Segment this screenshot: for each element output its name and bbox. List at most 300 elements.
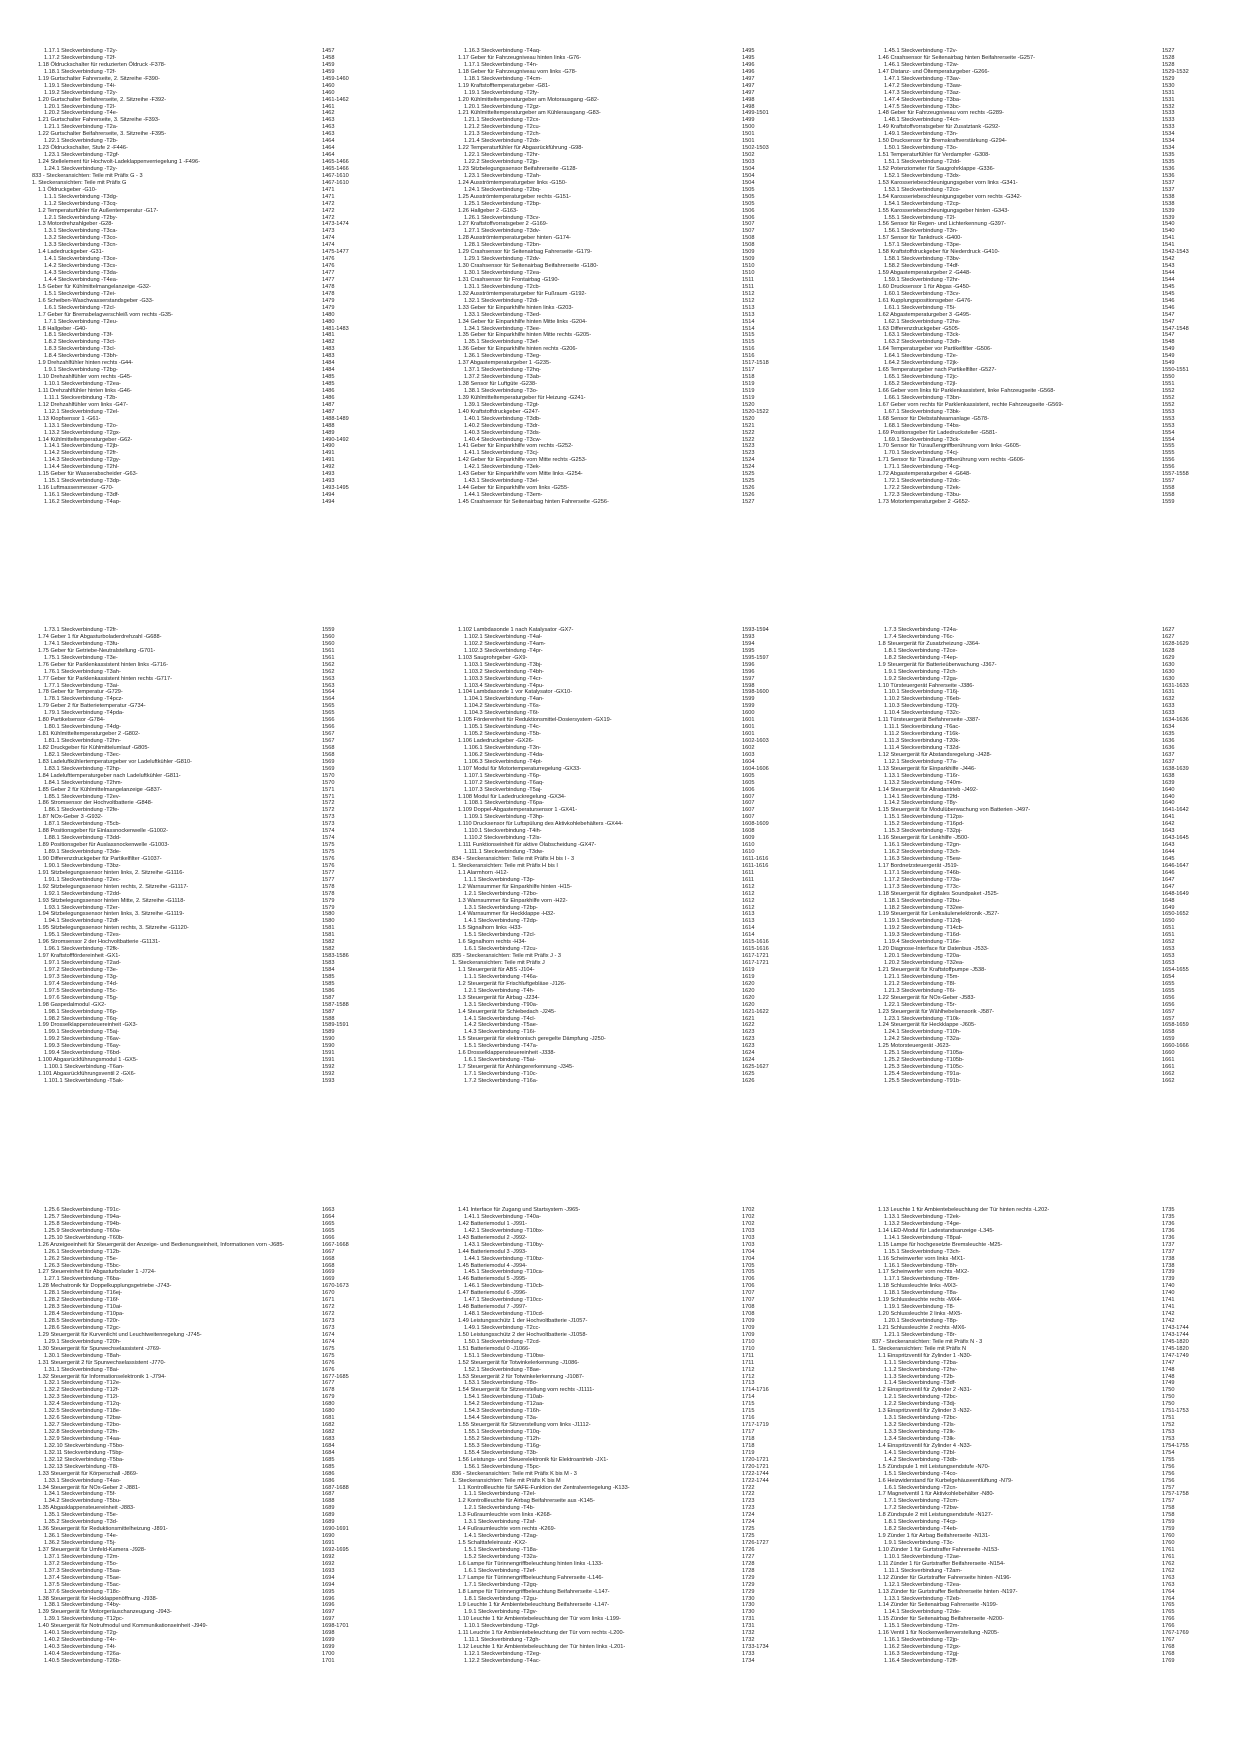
entry-label: 1.74.1 Steckverbindung -T3fu- xyxy=(44,640,120,647)
index-entry xyxy=(32,312,362,319)
index-entry xyxy=(452,1207,782,1214)
entry-page-number: 1729 xyxy=(742,1581,755,1588)
entry-page-number: 1751-1753 xyxy=(1162,1408,1189,1415)
index-entry xyxy=(872,780,1202,787)
index-entry xyxy=(872,471,1202,478)
index-entry xyxy=(452,662,782,669)
entry-label: 1.47.2 Steckverbindung -T3aw- xyxy=(884,82,962,89)
index-entry xyxy=(452,1443,782,1450)
index-entry xyxy=(872,821,1202,828)
entry-label: 1.70.1 Steckverbindung -T4cj- xyxy=(884,450,959,457)
index-entry xyxy=(872,235,1202,242)
entry-page-number: 1579 xyxy=(322,897,335,904)
entry-page-number: 1545 xyxy=(1162,283,1175,290)
index-entry xyxy=(32,194,362,201)
index-entry xyxy=(32,374,362,381)
entry-page-number: 1675 xyxy=(322,1352,335,1359)
index-entry xyxy=(872,898,1202,905)
entry-page-number: 1667 xyxy=(322,1248,335,1255)
entry-label: 1.15 Zünder für Seitenairbag Beifahrerseite -N200- xyxy=(878,1616,1004,1623)
entry-label: 1.14.3 Steckverbindung -T2gy- xyxy=(44,457,121,464)
entry-page-number: 1461-1462 xyxy=(322,96,349,103)
index-entry xyxy=(872,696,1202,703)
entry-label: 1.16 Scheinwerfer vorn links -MX1- xyxy=(878,1255,966,1262)
index-entry xyxy=(32,1022,362,1029)
entry-label: 1.31 Steuergerät 2 für Spurwechselassistent -J770- xyxy=(38,1359,166,1366)
entry-label: 1.39.1 Steckverbindung -T2gt- xyxy=(464,401,540,408)
entry-label: 1.11 Zünder 1 für Gurtstraffer Beifahrerseite -N154- xyxy=(878,1560,1005,1567)
entry-page-number: 1656 xyxy=(1162,1001,1175,1008)
entry-page-number: 1576 xyxy=(322,862,335,869)
entry-page-number: 1765 xyxy=(1162,1609,1175,1616)
entry-page-number: 1604-1606 xyxy=(742,765,769,772)
entry-label: 1.55.3 Steckverbindung -T16g- xyxy=(464,1442,541,1449)
entry-page-number: 1497 xyxy=(742,89,755,96)
entry-label: 1.40.2 Steckverbindung -T4r- xyxy=(44,1637,117,1644)
entry-page-number: 1684 xyxy=(322,1449,335,1456)
entry-page-number: 1749 xyxy=(1162,1380,1175,1387)
entry-label: 1.72.1 Steckverbindung -T2dc- xyxy=(884,478,961,485)
entry-page-number: 1646 xyxy=(1162,869,1175,876)
entry-label: 1.6 Drosselklappensteuereinheit -J338- xyxy=(458,1050,556,1057)
entry-page-number: 1591 xyxy=(322,1057,335,1064)
index-entry xyxy=(32,766,362,773)
entry-label: 1.38 Steuergerät für Heckklappenöffnung -J938- xyxy=(38,1595,158,1602)
index-entry xyxy=(452,1609,782,1616)
index-entry xyxy=(872,1269,1202,1276)
index-entry xyxy=(32,187,362,194)
entry-label: 1.18 Schlussleuchte links -MX3- xyxy=(878,1283,958,1290)
entry-page-number: 1495 xyxy=(742,54,755,61)
entry-label: 1.32.4 Steckverbindung -T12q- xyxy=(44,1401,121,1408)
entry-label: 1.60.1 Steckverbindung -T3cv- xyxy=(884,290,961,297)
entry-page-number: 1654-1655 xyxy=(1162,966,1189,973)
index-entry xyxy=(32,124,362,131)
index-entry xyxy=(872,648,1202,655)
index-entry xyxy=(32,395,362,402)
entry-label: 1.45 Batteriemodul 4 -J994- xyxy=(458,1262,528,1269)
entry-page-number: 1483 xyxy=(322,346,335,353)
index-entry xyxy=(32,1464,362,1471)
entry-page-number: 1650 xyxy=(1162,918,1175,925)
entry-page-number: 1637 xyxy=(1162,758,1175,765)
entry-page-number: 1534 xyxy=(1162,131,1175,138)
index-entry xyxy=(32,1505,362,1512)
entry-page-number: 1545 xyxy=(1162,290,1175,297)
entry-label: 1.90.1 Steckverbindung -T3bz- xyxy=(44,862,121,869)
entry-page-number: 1504 xyxy=(742,165,755,172)
entry-label: 1.69.1 Steckverbindung -T3ck- xyxy=(884,436,961,443)
index-entry xyxy=(872,877,1202,884)
index-entry xyxy=(872,1644,1202,1651)
entry-page-number: 1480 xyxy=(322,318,335,325)
index-entry xyxy=(452,710,782,717)
entry-page-number: 1501 xyxy=(742,131,755,138)
entry-page-number: 1495 xyxy=(742,48,755,54)
index-entry xyxy=(32,1367,362,1374)
entry-label: 1.4 Steuergerät für Schiebedach -J245- xyxy=(458,1008,556,1015)
index-entry xyxy=(872,1353,1202,1360)
entry-page-number: 1766 xyxy=(1162,1623,1175,1630)
entry-page-number: 1471 xyxy=(322,186,335,193)
entry-label: 1.8 Lampe für Türinnengriffbeleuchtung Beifahrerseite -L147- xyxy=(458,1588,610,1595)
entry-label: 1.37 Steuergerät für Umfeld-Kamera -J928- xyxy=(38,1546,146,1553)
entry-page-number: 1766 xyxy=(1162,1616,1175,1623)
index-entry xyxy=(452,1304,782,1311)
entry-label: 1.20 Gurtschalter Beifahrerseite, 2. Sitzreihe -F392- xyxy=(38,96,167,103)
entry-page-number: 1546 xyxy=(1162,304,1175,311)
entry-label: 1.6 Heizwiderstand für Kurbelgehäuseentlüftung -N79- xyxy=(878,1477,1013,1484)
entry-label: 1.13 Zünder für Gurtstraffer Beifahrerseite hinten -N197- xyxy=(878,1588,1018,1595)
index-entry xyxy=(452,360,782,367)
index-entry xyxy=(452,1394,782,1401)
entry-label: 1.22 Temperaturfühler für Abgasrückführung -G98- xyxy=(458,145,584,152)
entry-page-number: 1656 xyxy=(1162,994,1175,1001)
entry-page-number: 1458 xyxy=(322,54,335,61)
entry-page-number: 1714 xyxy=(742,1394,755,1401)
entry-page-number: 1665 xyxy=(322,1220,335,1227)
entry-page-number: 1663 xyxy=(322,1207,335,1213)
entry-label: 1.19 Steuergerät für Lenksäulenelektronik -J527- xyxy=(878,911,1000,918)
index-entry xyxy=(32,1457,362,1464)
entry-label: 1.54 Steuergerät für Sitzverstellung vorn rechts -J1111- xyxy=(458,1387,595,1394)
index-entry xyxy=(872,1422,1202,1429)
entry-label: 1.10 Türsteuergerät Fahrerseite -J386- xyxy=(878,682,975,689)
entry-page-number: 1620 xyxy=(742,987,755,994)
entry-label: 1.16.2 Steckverbindung -T2gx- xyxy=(884,1644,961,1651)
entry-page-number: 1715 xyxy=(742,1408,755,1415)
index-entry xyxy=(872,1029,1202,1036)
entry-label: 1.110.1 Steckverbindung -T4ih- xyxy=(464,828,542,835)
index-entry xyxy=(452,291,782,298)
index-entry xyxy=(452,669,782,676)
entry-page-number: 1509 xyxy=(742,256,755,263)
entry-label: 1.70 Sensor für Türaußengriffberührung vorn links -G605- xyxy=(878,443,1021,450)
entry-page-number: 1667-1668 xyxy=(322,1241,349,1248)
entry-label: 1.13.1 Steckverbindung -T2ek- xyxy=(884,1213,961,1220)
index-entry xyxy=(32,104,362,111)
entry-page-number: 1577 xyxy=(322,876,335,883)
entry-page-number: 1491 xyxy=(322,457,335,464)
entry-page-number: 1508 xyxy=(742,235,755,242)
entry-page-number: 1550 xyxy=(1162,374,1175,381)
entry-label: 1.46.1 Steckverbindung -T10cb- xyxy=(464,1283,544,1290)
entry-label: 1.32.3 Steckverbindung -T12l- xyxy=(44,1394,119,1401)
entry-page-number: 1499-1501 xyxy=(742,110,769,117)
entry-page-number: 1553 xyxy=(1162,408,1175,415)
entry-label: 1.78.1 Steckverbindung -T4pcz- xyxy=(44,696,124,703)
entry-page-number: 1474 xyxy=(322,242,335,249)
entry-label: 1.101 Abgasrückführungsventil 2 -GX6- xyxy=(38,1071,136,1077)
entry-page-number: 1554 xyxy=(1162,429,1175,436)
index-entry xyxy=(872,676,1202,683)
index-entry xyxy=(872,228,1202,235)
index-entry xyxy=(452,1401,782,1408)
entry-page-number: 1688 xyxy=(322,1498,335,1505)
index-entry xyxy=(452,1029,782,1036)
entry-label: 836 - Steckeransichten: Teile mit Präfix K bis M - 3 xyxy=(452,1470,577,1477)
entry-label: 1.21.1 Steckverbindung -T5m- xyxy=(884,973,960,980)
entry-page-number: 1750 xyxy=(1162,1387,1175,1394)
index-entry xyxy=(452,194,782,201)
entry-page-number: 1704 xyxy=(742,1248,755,1255)
index-entry xyxy=(452,967,782,974)
index-entry xyxy=(452,717,782,724)
index-entry xyxy=(32,1276,362,1283)
entry-label: 1.10 Drehzahlfühler vorn rechts -G45- xyxy=(38,374,132,381)
entry-page-number: 1692 xyxy=(322,1553,335,1560)
entry-page-number: 1691 xyxy=(322,1540,335,1546)
entry-page-number: 1727 xyxy=(742,1553,755,1560)
entry-label: 1.50 Drucksensor für Bremskraftverstärkung -G294- xyxy=(878,138,1007,145)
index-entry xyxy=(452,83,782,90)
entry-page-number: 1590 xyxy=(322,1036,335,1043)
index-entry xyxy=(452,807,782,814)
entry-label: 1.64.1 Steckverbindung -T2e- xyxy=(884,353,958,360)
index-entry xyxy=(872,1071,1202,1078)
index-entry xyxy=(872,1485,1202,1492)
entry-label: 1.65 Temperaturgeber nach Partikelfilter -G527- xyxy=(878,367,997,374)
entry-label: 1.47.5 Steckverbindung -T3bc- xyxy=(884,103,961,110)
entry-page-number: 1756 xyxy=(1162,1470,1175,1477)
entry-page-number: 1534 xyxy=(1162,138,1175,145)
entry-page-number: 1514 xyxy=(742,318,755,325)
entry-label: 1.6.1 Steckverbindung -T2ef- xyxy=(464,1567,537,1574)
entry-label: 1.41 Geber für Einparkhilfe vorn rechts -G252- xyxy=(458,443,574,450)
index-entry xyxy=(872,97,1202,104)
index-entry xyxy=(872,1346,1202,1353)
entry-label: 1.7 Lampe für Türinnengriffbeleuchtung Fahrerseite -L146- xyxy=(458,1574,604,1581)
entry-page-number: 1477 xyxy=(322,276,335,283)
index-entry xyxy=(452,787,782,794)
entry-page-number: 1674 xyxy=(322,1331,335,1338)
entry-label: 1.63.2 Steckverbindung -T3dh- xyxy=(884,339,961,346)
entry-label: 1.23.1 Steckverbindung -T10k- xyxy=(884,1015,961,1022)
entry-page-number: 1736 xyxy=(1162,1227,1175,1234)
entry-page-number: 1572 xyxy=(322,800,335,807)
index-entry xyxy=(872,1394,1202,1401)
entry-label: 1.4 Warnsummer für Heckklappe -H32- xyxy=(458,911,556,918)
entry-page-number: 1491 xyxy=(322,450,335,457)
index-entry xyxy=(872,1512,1202,1519)
index-entry xyxy=(872,988,1202,995)
entry-label: 1.21.1 Steckverbindung -T8r- xyxy=(884,1331,957,1338)
entry-page-number: 1612 xyxy=(742,883,755,890)
entry-page-number: 1513 xyxy=(742,304,755,311)
entry-page-number: 1589-1591 xyxy=(322,1022,349,1029)
entry-page-number: 1660 xyxy=(1162,1050,1175,1057)
entry-page-number: 1642 xyxy=(1162,821,1175,828)
entry-page-number: 1699 xyxy=(322,1644,335,1651)
entry-label: 1.4.2 Steckverbindung -T3db- xyxy=(884,1456,958,1463)
entry-label: 1.8 Zündspule 2 mit Leistungsendstufe -N127- xyxy=(878,1512,993,1519)
entry-page-number: 1705 xyxy=(742,1269,755,1276)
index-entry xyxy=(872,1304,1202,1311)
index-entry xyxy=(872,55,1202,62)
entry-label: 1.37.1 Steckverbindung -T2hq- xyxy=(464,367,541,374)
index-entry xyxy=(872,291,1202,298)
entry-label: 1.74 Geber 1 für Abgasturboladerdrehzahl -G688- xyxy=(38,633,162,640)
entry-page-number: 1554 xyxy=(1162,436,1175,443)
entry-label: 1.1 Öldruckgeber -G10- xyxy=(38,186,97,193)
index-entry xyxy=(32,773,362,780)
entry-label: 1.9 Leuchte 1 für Ambientebeleuchtung Beifahrerseite -L147- xyxy=(458,1602,610,1609)
entry-page-number: 1592 xyxy=(322,1071,335,1077)
entry-label: 1.16.1 Steckverbindung -T2gn- xyxy=(884,842,961,849)
entry-page-number: 1615-1616 xyxy=(742,939,769,946)
entry-label: 1.21.3 Steckverbindung -T2ch- xyxy=(464,131,541,138)
index-entry xyxy=(32,1078,362,1085)
index-entry xyxy=(452,312,782,319)
index-entry xyxy=(872,731,1202,738)
index-entry xyxy=(32,1443,362,1450)
entry-label: 1.107.1 Steckverbindung -T6p- xyxy=(464,772,541,779)
entry-label: 1.107.2 Steckverbindung -T6aq- xyxy=(464,779,544,786)
entry-page-number: 1672 xyxy=(322,1311,335,1318)
entry-label: 1.69 Positionsgeber für Ladedrucksteller -G581- xyxy=(878,429,998,436)
entry-label: 1.65.1 Steckverbindung -T2jc- xyxy=(884,374,959,381)
entry-label: 1.20.2 Steckverbindung -T4e- xyxy=(44,110,118,117)
entry-page-number: 1739 xyxy=(1162,1269,1175,1276)
index-entry xyxy=(452,1214,782,1221)
index-entry xyxy=(452,1009,782,1016)
entry-label: 1.94.1 Steckverbindung -T2df- xyxy=(44,918,120,925)
index-entry xyxy=(32,471,362,478)
entry-label: 1.4.2 Steckverbindung -T5ae- xyxy=(464,1022,538,1029)
index-entry xyxy=(872,312,1202,319)
entry-label: 1.36 Steuergerät für Reduktionsmittelheizung -J891- xyxy=(38,1526,168,1533)
entry-page-number: 1472 xyxy=(322,207,335,214)
index-entry xyxy=(32,717,362,724)
index-entry xyxy=(872,689,1202,696)
entry-page-number: 1755 xyxy=(1162,1456,1175,1463)
index-entry xyxy=(452,946,782,953)
entry-page-number: 1552 xyxy=(1162,394,1175,401)
entry-page-number: 1623 xyxy=(742,1043,755,1050)
entry-label: 1.3 Einspritzventil für Zylinder 3 -N32- xyxy=(878,1408,972,1415)
index-entry xyxy=(452,884,782,891)
entry-label: 1.18 Geber für Fahrzeugniveau vorn links -G78- xyxy=(458,68,577,75)
index-entry xyxy=(32,1637,362,1644)
index-column xyxy=(452,48,782,583)
entry-label: 1.28 Ausströmtemperaturgeber hinten -G174- xyxy=(458,235,571,242)
entry-label: 1.15 Steuergerät für Modulüberwachung von Batterien -J497- xyxy=(878,807,1031,814)
entry-label: 1.18 Öldruckschalter für reduzierten Öldruck -F378- xyxy=(38,61,166,68)
entry-label: 1.79 Geber 2 für Batterietemperatur -G734- xyxy=(38,703,146,710)
index-entry xyxy=(872,131,1202,138)
entry-page-number: 1584 xyxy=(322,966,335,973)
index-entry xyxy=(32,1658,362,1665)
entry-label: 1.4.3 Steckverbindung -T3da- xyxy=(44,270,118,276)
entry-page-number: 1654 xyxy=(1162,973,1175,980)
entry-label: 1.9.1 Steckverbindung -T2bg- xyxy=(44,367,118,374)
index-entry xyxy=(872,1318,1202,1325)
index-column xyxy=(452,627,782,1162)
entry-page-number: 1673 xyxy=(322,1318,335,1324)
entry-label: 1.10.1 Steckverbindung -T2ae- xyxy=(884,1553,961,1560)
index-entry xyxy=(32,1602,362,1609)
entry-label: 1.108 Modul für Ladedruckregelung -GX34- xyxy=(458,793,566,800)
entry-page-number: 1492 xyxy=(322,464,335,471)
entry-label: 1.54.3 Steckverbindung -T16h- xyxy=(464,1408,541,1415)
index-entry xyxy=(452,367,782,374)
index-entry xyxy=(452,353,782,360)
index-entry xyxy=(32,1589,362,1596)
entry-page-number: 1621 xyxy=(742,1015,755,1022)
entry-label: 1.19.2 Steckverbindung -T2y- xyxy=(44,89,118,96)
index-entry xyxy=(872,1367,1202,1374)
entry-page-number: 1589 xyxy=(322,1029,335,1036)
entry-label: 1.94 Sitzbelegungssensor hinten links, 3. Sitzreihe -G1119- xyxy=(38,911,185,918)
index-entry xyxy=(452,1498,782,1505)
entry-label: 1.33.1 Steckverbindung -T3ed- xyxy=(464,311,541,318)
entry-page-number: 1547 xyxy=(1162,311,1175,318)
entry-label: 1.32.11 Steckverbindung -T5bp- xyxy=(44,1449,124,1456)
entry-page-number: 1752 xyxy=(1162,1422,1175,1429)
entry-label: 1.101.1 Steckverbindung -T5ak- xyxy=(44,1077,124,1084)
index-entry xyxy=(32,1263,362,1270)
entry-page-number: 1682 xyxy=(322,1422,335,1429)
entry-page-number: 1693 xyxy=(322,1567,335,1574)
entry-label: 1.18.2 Steckverbindung -T32ee- xyxy=(884,904,964,911)
entry-page-number: 1577 xyxy=(322,869,335,876)
index-entry xyxy=(872,939,1202,946)
entry-page-number: 1527 xyxy=(1162,48,1175,54)
entry-page-number: 1650-1652 xyxy=(1162,911,1189,918)
index-entry xyxy=(32,1228,362,1235)
entry-label: 1.9.1 Steckverbindung -T3c- xyxy=(884,1540,955,1546)
entry-page-number: 1541 xyxy=(1162,242,1175,249)
index-entry xyxy=(32,499,362,506)
entry-page-number: 1570 xyxy=(322,779,335,786)
index-entry xyxy=(32,430,362,437)
index-entry xyxy=(452,90,782,97)
entry-label: 1.26.1 Steckverbindung -T3cv- xyxy=(464,214,541,221)
entry-page-number: 1757 xyxy=(1162,1484,1175,1491)
entry-page-number: 1459 xyxy=(322,68,335,75)
entry-page-number: 1714-1716 xyxy=(742,1387,769,1394)
index-entry xyxy=(452,655,782,662)
entry-page-number: 1552 xyxy=(1162,401,1175,408)
index-entry xyxy=(872,1002,1202,1009)
entry-label: 1.71 Sensor für Türaußengriffberührung vorn rechts -G606- xyxy=(878,457,1025,464)
entry-page-number: 1523 xyxy=(742,443,755,450)
entry-page-number: 1624 xyxy=(742,1050,755,1057)
entry-label: 1.1.2 Steckverbindung -T3cq- xyxy=(44,200,118,207)
index-entry xyxy=(452,173,782,180)
entry-label: 1.5.1 Steckverbindung -T2ei- xyxy=(44,290,116,297)
entry-page-number: 1697 xyxy=(322,1616,335,1623)
entry-label: 1.9.2 Steckverbindung -T2ga- xyxy=(884,675,958,682)
entry-page-number: 1568 xyxy=(322,751,335,758)
entry-page-number: 1506 xyxy=(742,214,755,221)
entry-label: 1.6 Lampe für Türinnengriffbeleuchtung hinten links -L133- xyxy=(458,1560,604,1567)
index-entry xyxy=(32,884,362,891)
entry-page-number: 1611 xyxy=(742,869,755,876)
entry-label: 1.82 Druckgeber für Kühlmittelumlauf -G805- xyxy=(38,744,150,751)
index-entry xyxy=(452,1071,782,1078)
index-entry xyxy=(452,1464,782,1471)
entry-page-number: 1517 xyxy=(742,367,755,374)
index-entry xyxy=(452,1276,782,1283)
entry-page-number: 1567 xyxy=(322,738,335,744)
index-entry xyxy=(872,1263,1202,1270)
entry-label: 1.109 Doppel-Abgastemperatursensor 1 -GX41- xyxy=(458,807,578,814)
entry-page-number: 1465-1466 xyxy=(322,165,349,172)
index-entry xyxy=(872,1360,1202,1367)
entry-label: 1.4 Ladedruckgeber -G31- xyxy=(38,249,104,256)
entry-label: 1.45.1 Steckverbindung -T2v- xyxy=(884,48,958,54)
